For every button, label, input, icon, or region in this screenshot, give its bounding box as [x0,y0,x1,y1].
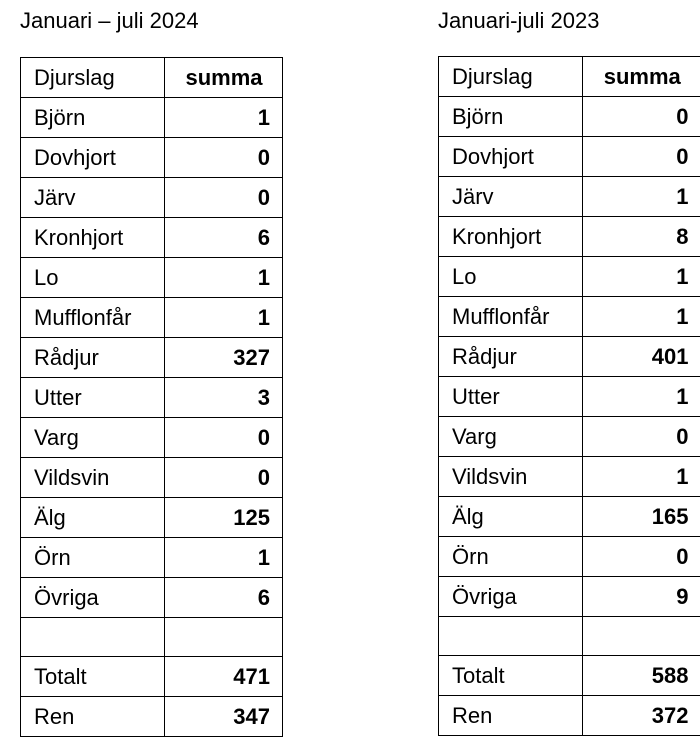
table-row [21,538,283,578]
sum-cell: 0 [583,537,700,577]
sum-cell: 165 [583,497,700,537]
sum-cell: 1 [583,377,700,417]
table-row [21,498,283,538]
sum-cell: 1 [583,457,700,497]
table-row [439,337,700,377]
species-cell: Mufflonfår [439,297,583,337]
table-row [21,298,283,338]
table-title-2024: Januari – juli 2024 [20,7,199,35]
species-cell: Dovhjort [21,138,165,178]
species-cell: Örn [439,537,583,577]
empty-cell [439,617,583,656]
species-cell: Övriga [21,578,165,618]
total-label: Totalt [439,656,583,696]
table-row [21,458,283,498]
species-cell: Varg [21,418,165,458]
table-row [21,218,283,258]
sum-cell: 0 [165,178,283,218]
total-sum: 588 [583,656,700,696]
species-cell: Björn [439,97,583,137]
sum-cell: 1 [583,177,700,217]
empty-cell [583,617,700,656]
species-cell: Lo [21,258,165,298]
species-cell: Övriga [439,577,583,617]
table-title-2023: Januari-juli 2023 [438,7,599,35]
table-row [439,497,700,537]
header-sum: summa [165,58,283,98]
species-cell: Örn [21,538,165,578]
table-row [21,258,283,298]
sum-cell: 0 [583,97,700,137]
species-cell: Rådjur [21,338,165,378]
table-body-2024 [21,58,283,737]
sum-cell: 9 [583,577,700,617]
sum-cell: 125 [165,498,283,538]
sum-cell: 1 [165,258,283,298]
ren-label: Ren [439,696,583,736]
header-species: Djurslag [21,58,165,98]
ren-label: Ren [21,697,165,737]
species-cell: Järv [439,177,583,217]
header-row [439,57,700,97]
sum-cell: 6 [165,218,283,258]
total-row [21,657,283,697]
species-cell: Utter [21,378,165,418]
empty-row [439,617,700,656]
wildlife-table-2023 [438,56,700,736]
species-cell: Varg [439,417,583,457]
table-row [439,297,700,337]
table-row [439,417,700,457]
species-cell: Kronhjort [439,217,583,257]
table-row [21,418,283,458]
species-cell: Björn [21,98,165,138]
empty-cell [165,618,283,657]
wildlife-table-2024 [20,57,283,737]
ren-sum: 347 [165,697,283,737]
sum-cell: 1 [165,538,283,578]
table-row [21,578,283,618]
species-cell: Lo [439,257,583,297]
species-cell: Älg [439,497,583,537]
table-row [21,178,283,218]
total-row [439,656,700,696]
ren-row [439,696,700,736]
header-sum: summa [583,57,700,97]
sum-cell: 401 [583,337,700,377]
sum-cell: 3 [165,378,283,418]
table-body-2023 [439,57,700,736]
sum-cell: 1 [583,257,700,297]
table-row [21,338,283,378]
ren-sum: 372 [583,696,700,736]
species-cell: Vildsvin [439,457,583,497]
species-cell: Järv [21,178,165,218]
empty-row [21,618,283,657]
sum-cell: 1 [165,98,283,138]
table-row [439,377,700,417]
species-cell: Mufflonfår [21,298,165,338]
table-row [21,138,283,178]
species-cell: Utter [439,377,583,417]
sum-cell: 0 [583,137,700,177]
sum-cell: 1 [165,298,283,338]
sum-cell: 0 [165,458,283,498]
empty-cell [21,618,165,657]
species-cell: Kronhjort [21,218,165,258]
table-row [439,177,700,217]
table-row [21,98,283,138]
table-row [439,137,700,177]
sum-cell: 0 [583,417,700,457]
ren-row [21,697,283,737]
species-cell: Älg [21,498,165,538]
sum-cell: 327 [165,338,283,378]
table-row [439,577,700,617]
table-row [439,217,700,257]
table-row [439,457,700,497]
sum-cell: 6 [165,578,283,618]
table-row [439,97,700,137]
total-label: Totalt [21,657,165,697]
species-cell: Vildsvin [21,458,165,498]
table-row [439,537,700,577]
sum-cell: 1 [583,297,700,337]
table-row [439,257,700,297]
sum-cell: 0 [165,138,283,178]
species-cell: Dovhjort [439,137,583,177]
total-sum: 471 [165,657,283,697]
header-row [21,58,283,98]
species-cell: Rådjur [439,337,583,377]
sum-cell: 0 [165,418,283,458]
sum-cell: 8 [583,217,700,257]
table-row [21,378,283,418]
header-species: Djurslag [439,57,583,97]
